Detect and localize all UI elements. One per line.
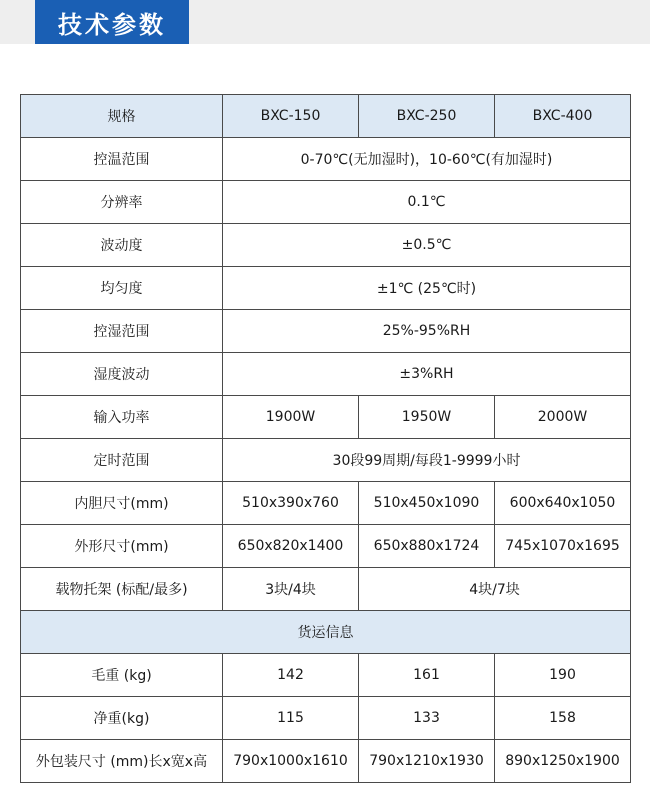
table-header-row [21, 95, 631, 138]
row-value: 790x1000x1610 [223, 740, 359, 783]
row-label: 输入功率 [21, 396, 223, 439]
row-label: 湿度波动 [21, 353, 223, 396]
row-value: 161 [359, 654, 495, 697]
section-header-row [21, 611, 631, 654]
row-value: 0.1℃ [223, 181, 631, 224]
table-row [21, 353, 631, 396]
row-label: 载物托架 (标配/最多) [21, 568, 223, 611]
table-row [21, 697, 631, 740]
row-value: 790x1210x1930 [359, 740, 495, 783]
table-row [21, 310, 631, 353]
row-value: 115 [223, 697, 359, 740]
row-value: 0-70℃(无加湿时)，10-60℃(有加湿时) [223, 138, 631, 181]
section-title: 货运信息 [21, 611, 631, 654]
row-value: ±0.5℃ [223, 224, 631, 267]
table-row [21, 525, 631, 568]
table-row [21, 482, 631, 525]
row-label: 内胆尺寸(mm) [21, 482, 223, 525]
row-value: 158 [495, 697, 631, 740]
table-row [21, 267, 631, 310]
page-title: 技术参数 [58, 10, 166, 39]
row-label: 分辨率 [21, 181, 223, 224]
row-value: 890x1250x1900 [495, 740, 631, 783]
table-row [21, 568, 631, 611]
row-value: 745x1070x1695 [495, 525, 631, 568]
header-cell: 规格 [21, 95, 223, 138]
row-value: 1950W [359, 396, 495, 439]
row-value: 650x820x1400 [223, 525, 359, 568]
row-value: 650x880x1724 [359, 525, 495, 568]
row-value: 3块/4块 [223, 568, 359, 611]
row-value: ±3%RH [223, 353, 631, 396]
row-label: 净重(kg) [21, 697, 223, 740]
table-row [21, 396, 631, 439]
row-value: 190 [495, 654, 631, 697]
header-cell: BXC-150 [223, 95, 359, 138]
table-row [21, 181, 631, 224]
table-row [21, 654, 631, 697]
row-value: 133 [359, 697, 495, 740]
row-label: 波动度 [21, 224, 223, 267]
row-value: 1900W [223, 396, 359, 439]
row-label: 控湿范围 [21, 310, 223, 353]
table-row [21, 138, 631, 181]
row-value: 510x450x1090 [359, 482, 495, 525]
spec-table [20, 94, 631, 783]
row-label: 外形尺寸(mm) [21, 525, 223, 568]
row-label: 控温范围 [21, 138, 223, 181]
header-cell: BXC-400 [495, 95, 631, 138]
table-row [21, 439, 631, 482]
section-title-tab [35, 0, 189, 44]
row-label: 外包装尺寸 (mm)长x宽x高 [21, 740, 223, 783]
row-value: 30段99周期/每段1-9999小时 [223, 439, 631, 482]
table-row [21, 224, 631, 267]
header-cell: BXC-250 [359, 95, 495, 138]
row-value: 510x390x760 [223, 482, 359, 525]
row-value: 142 [223, 654, 359, 697]
row-value: 600x640x1050 [495, 482, 631, 525]
row-value: ±1℃ (25℃时) [223, 267, 631, 310]
row-value: 4块/7块 [359, 568, 631, 611]
table-row [21, 740, 631, 783]
row-label: 毛重 (kg) [21, 654, 223, 697]
row-label: 均匀度 [21, 267, 223, 310]
row-label: 定时范围 [21, 439, 223, 482]
row-value: 2000W [495, 396, 631, 439]
row-value: 25%-95%RH [223, 310, 631, 353]
